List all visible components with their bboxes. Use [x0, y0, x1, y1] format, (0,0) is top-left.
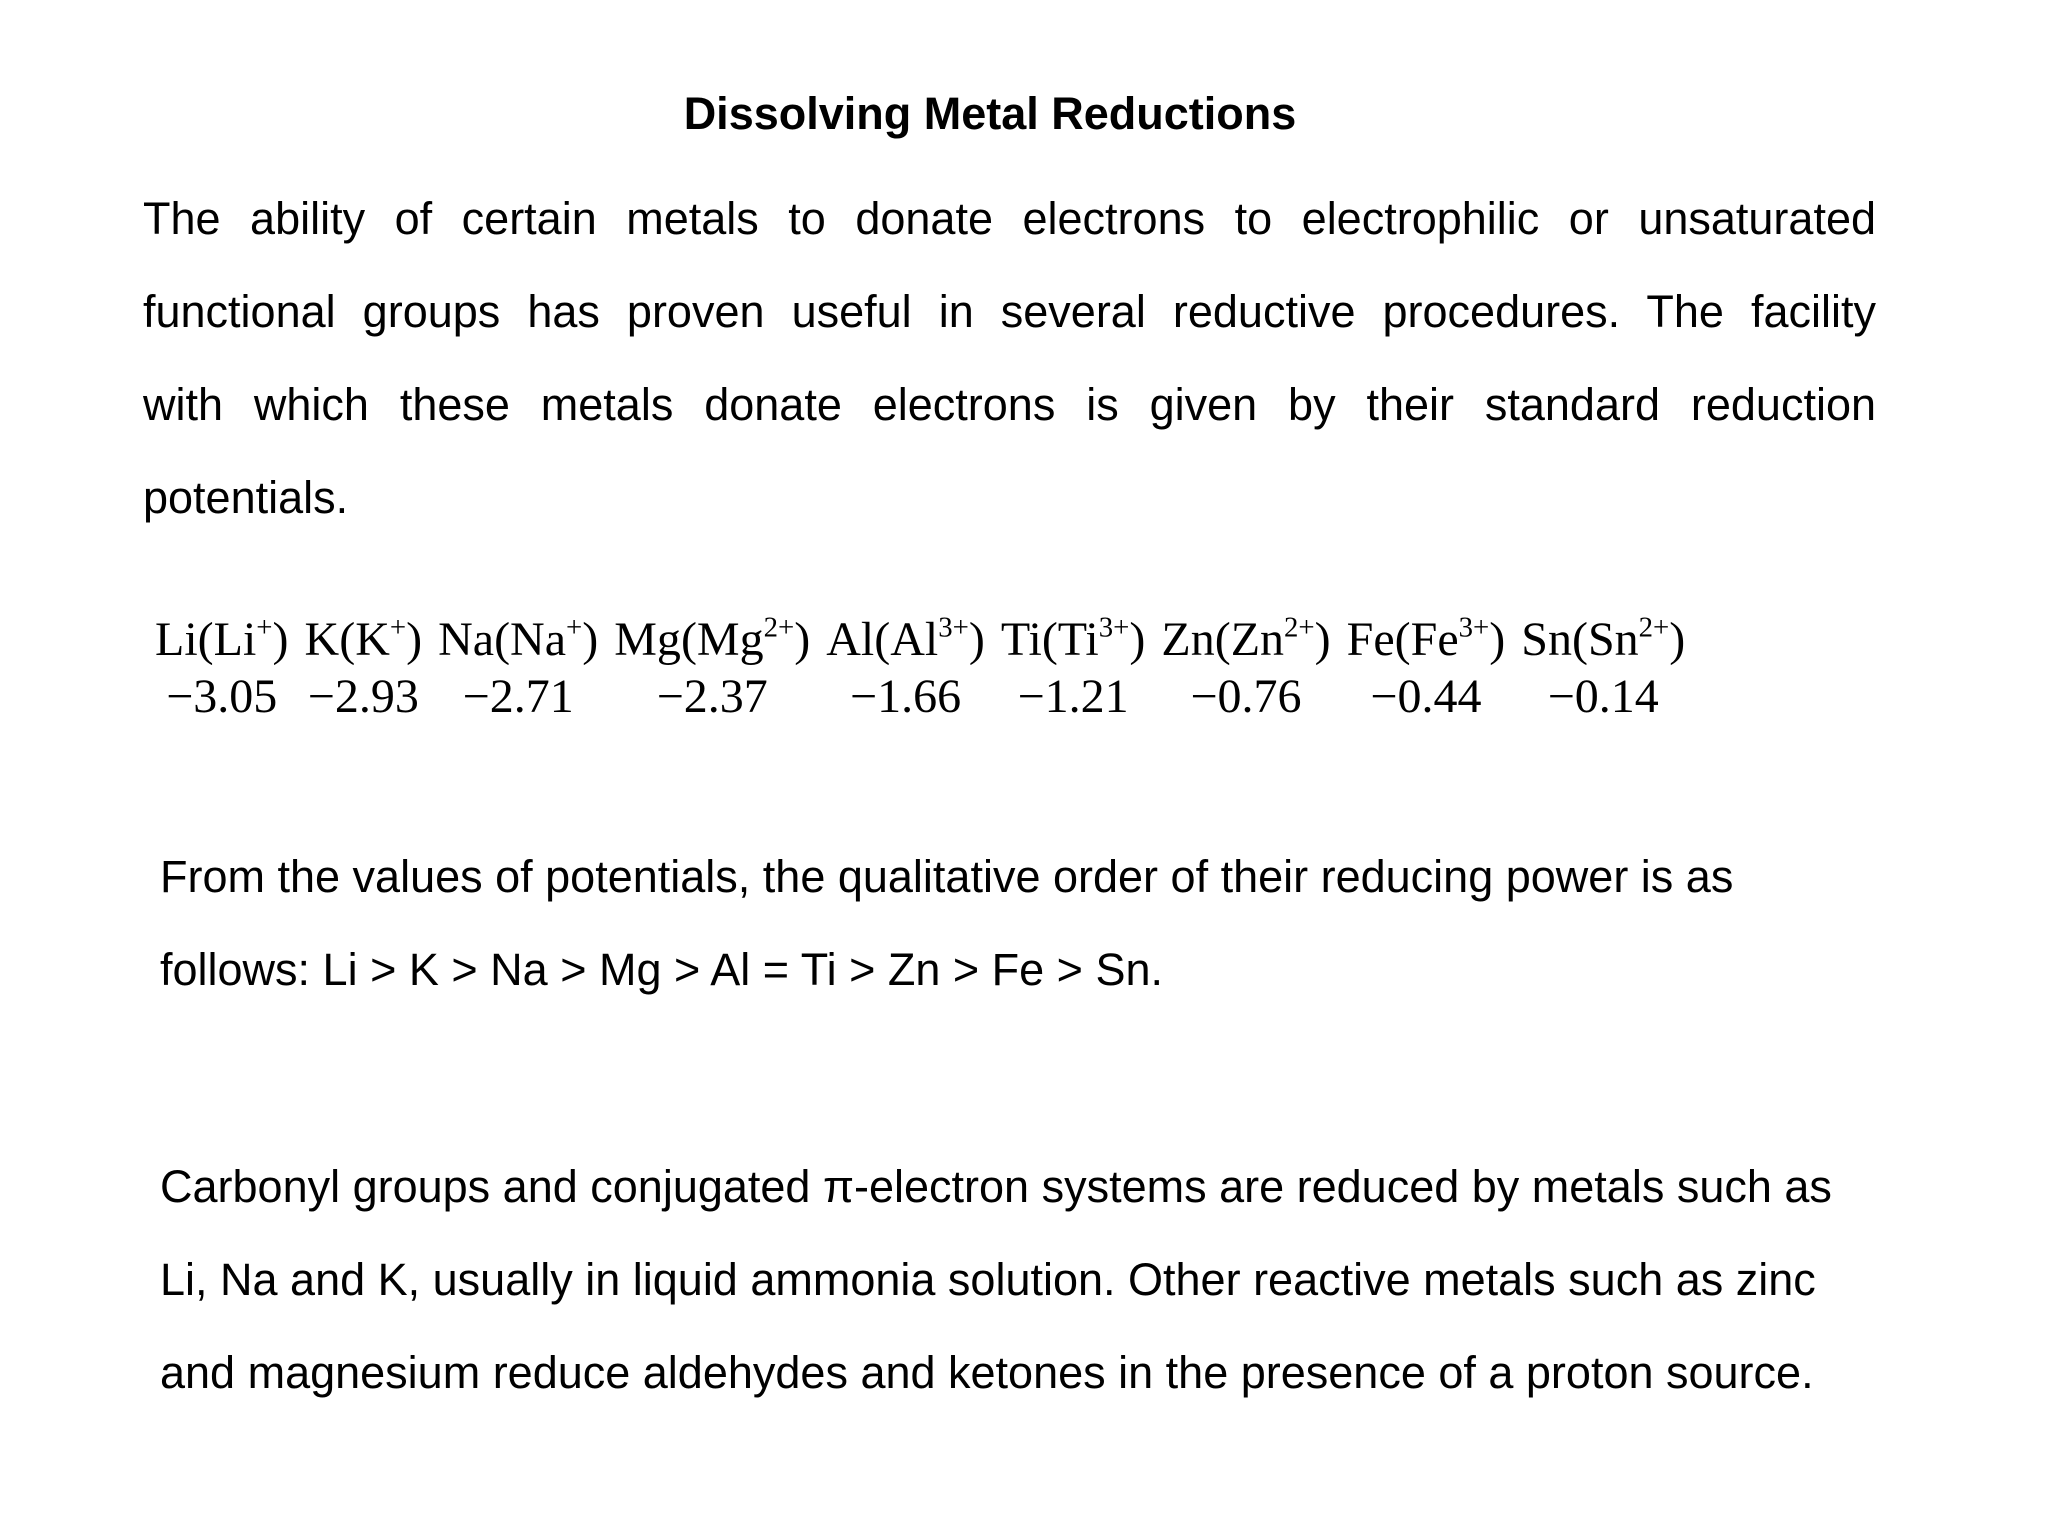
potential-value: −1.66	[850, 670, 962, 723]
ion-charge: 3+	[1098, 611, 1130, 644]
order-line: follows: Li > K > Na > Mg > Al = Ti > Zn > Fe > Sn.	[160, 944, 1164, 995]
reducing-order-paragraph	[160, 830, 1920, 1016]
metal-cell: $Sn(Sn^{2+})$	[1521, 611, 1686, 666]
metal-cell: $Zn(Zn^{2+})$	[1161, 611, 1331, 666]
potential-value: −0.14	[1547, 670, 1659, 723]
potential-value: −3.05	[166, 670, 278, 723]
potential-value: −2.71	[462, 670, 574, 723]
metal-cell: $Al(Al^{3+})$	[826, 611, 985, 666]
intro-line: potentials.	[143, 472, 349, 523]
potential-value: −1.21	[1017, 670, 1129, 723]
metal-cell: $Mg(Mg^{2+})$	[614, 611, 811, 666]
carbonyl-line: Carbonyl groups and conjugated π-electron systems are reduced by metals such as	[160, 1161, 1832, 1212]
metal-cell: Na(Na+)	[438, 611, 599, 666]
ion-charge: 3+	[1458, 611, 1490, 644]
ion-charge: +	[256, 611, 273, 644]
carbonyl-line: and magnesium reduce aldehydes and ketones in the presence of a proton source.	[160, 1347, 1814, 1398]
metal-cell: $Ti(Ti^{3+})$	[1000, 611, 1146, 666]
slide-title: Dissolving Metal Reductions	[683, 88, 1297, 139]
metal-cell: K(K+)	[304, 611, 423, 666]
ion-charge: +	[389, 611, 407, 644]
intro-line: The ability of certain metals to donate electrons to electrophilic or unsaturated	[143, 193, 1876, 244]
ion-charge: 3+	[938, 611, 969, 644]
potential-value: −2.93	[307, 670, 419, 723]
potential-value: −0.44	[1370, 670, 1482, 723]
potential-value: −2.37	[656, 670, 768, 723]
ion-charge: 2+	[1638, 611, 1670, 644]
intro-line: with which these metals donate electrons is given by their standard reduction	[143, 379, 1876, 430]
reduction-potentials-table	[155, 612, 1693, 726]
carbonyl-paragraph	[160, 1140, 1920, 1419]
metal-row	[155, 612, 1693, 668]
ion-charge: 2+	[763, 611, 795, 644]
intro-paragraph	[143, 172, 1876, 544]
carbonyl-line: Li, Na and K, usually in liquid ammonia solution. Other reactive metals such as zinc	[160, 1254, 1816, 1305]
ion-charge: 2+	[1284, 611, 1315, 644]
metal-cell: $Fe(Fe^{3+})$	[1346, 611, 1506, 666]
metal-cell: Li(Li+)	[155, 611, 289, 666]
potential-value: −0.76	[1190, 670, 1302, 723]
potential-value-row	[155, 668, 1693, 726]
intro-line: functional groups has proven useful in several reductive procedures. The facility	[143, 286, 1876, 337]
ion-charge: +	[566, 611, 583, 644]
order-line: From the values of potentials, the qualitative order of their reducing power is as	[160, 851, 1734, 902]
